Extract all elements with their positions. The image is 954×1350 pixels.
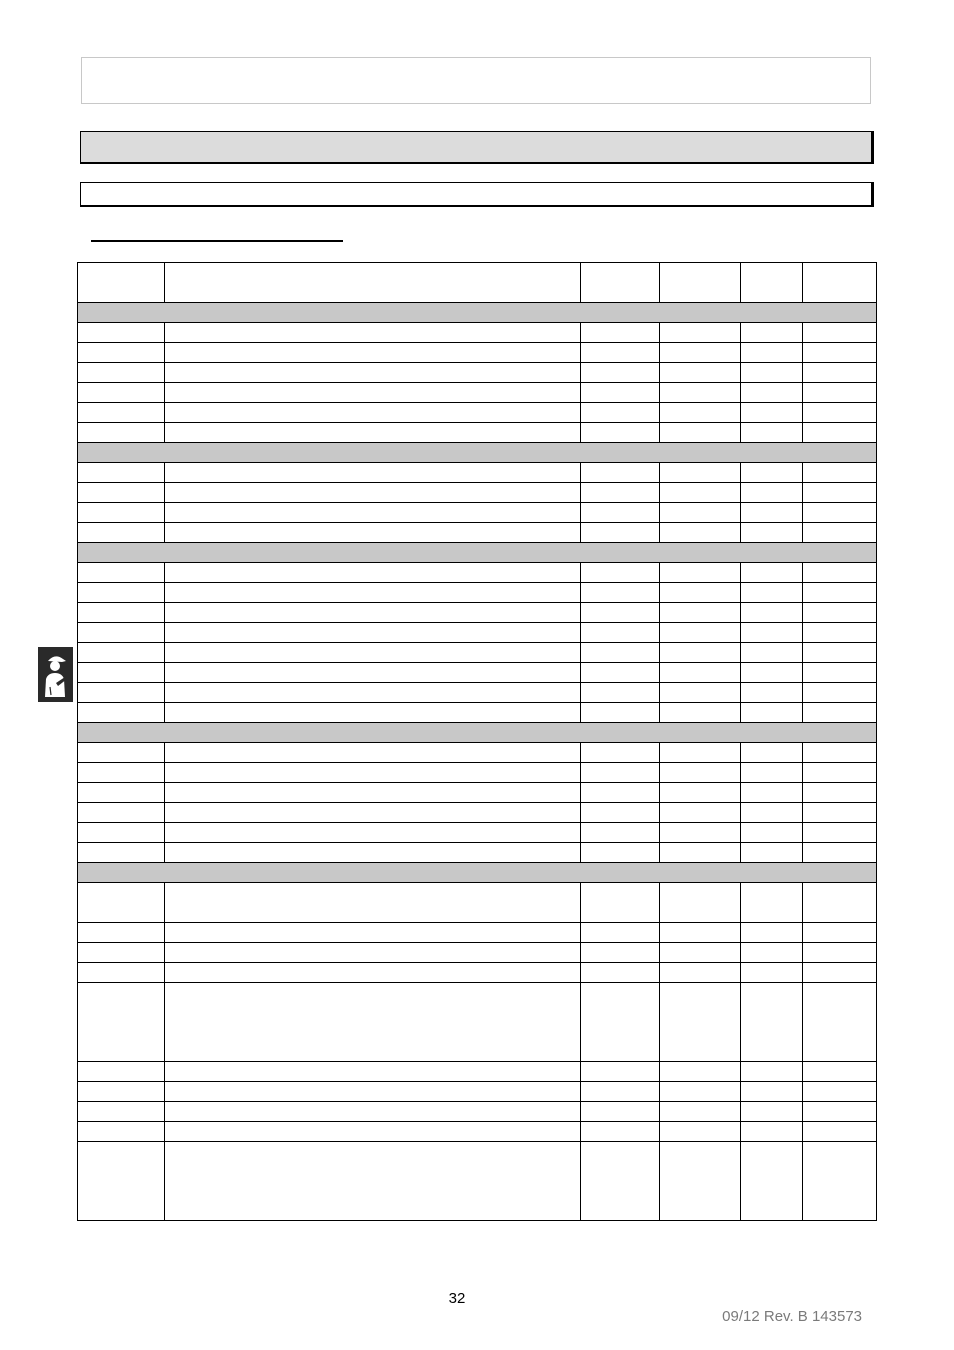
column-header (165, 263, 581, 303)
table-cell (803, 623, 877, 643)
table-row (78, 523, 877, 543)
table-cell (581, 343, 660, 363)
table-cell (803, 583, 877, 603)
table-cell (78, 583, 165, 603)
table-cell (581, 703, 660, 723)
table-cell (581, 1062, 660, 1082)
table-cell (581, 823, 660, 843)
table-row (78, 1102, 877, 1122)
table-cell (78, 883, 165, 923)
table-group-header (78, 863, 877, 883)
table-cell (78, 963, 165, 983)
table-cell (803, 943, 877, 963)
table-cell (581, 1122, 660, 1142)
table-cell (803, 503, 877, 523)
table-cell (165, 623, 581, 643)
table-cell (165, 523, 581, 543)
table-row (78, 363, 877, 383)
table-cell (581, 643, 660, 663)
table-row (78, 663, 877, 683)
table-cell (581, 1142, 660, 1221)
table-cell (581, 463, 660, 483)
table-cell (660, 383, 741, 403)
table-cell (741, 743, 803, 763)
parameter-table (77, 262, 877, 1221)
table-cell (165, 823, 581, 843)
table-row (78, 583, 877, 603)
table-cell (78, 683, 165, 703)
table-cell (660, 923, 741, 943)
document-reference: 09/12 Rev. B 143573 (722, 1308, 862, 1325)
table-group-header (78, 303, 877, 323)
table-cell (78, 703, 165, 723)
table-row (78, 563, 877, 583)
table-cell (660, 763, 741, 783)
table-cell (803, 783, 877, 803)
table-row (78, 923, 877, 943)
table-cell (78, 783, 165, 803)
table-row (78, 1122, 877, 1142)
table-cell (581, 983, 660, 1062)
table-cell (803, 743, 877, 763)
table-cell (165, 783, 581, 803)
table-cell (581, 363, 660, 383)
column-header (581, 263, 660, 303)
table-cell (803, 403, 877, 423)
table-cell (741, 603, 803, 623)
table-cell (660, 703, 741, 723)
table-cell (741, 963, 803, 983)
table-cell (78, 843, 165, 863)
table-cell (660, 423, 741, 443)
table-cell (581, 503, 660, 523)
table-cell (803, 343, 877, 363)
table-cell (660, 983, 741, 1062)
table-cell (78, 1082, 165, 1102)
table-row (78, 703, 877, 723)
table-cell (803, 523, 877, 543)
table-cell (660, 803, 741, 823)
table-cell (165, 1122, 581, 1142)
table-cell (741, 983, 803, 1062)
table-cell (660, 643, 741, 663)
table-cell (803, 823, 877, 843)
table-cell (581, 683, 660, 703)
table-cell (660, 1082, 741, 1102)
table-cell (581, 843, 660, 863)
table-cell (803, 423, 877, 443)
table-cell (741, 403, 803, 423)
table-cell (660, 1102, 741, 1122)
table-cell (803, 703, 877, 723)
table-cell (165, 843, 581, 863)
table-cell (803, 323, 877, 343)
table-row (78, 783, 877, 803)
table-row (78, 343, 877, 363)
table-cell (78, 343, 165, 363)
table-cell (78, 383, 165, 403)
table-cell (660, 463, 741, 483)
table-body (78, 303, 877, 1221)
table-cell (803, 463, 877, 483)
table-cell (803, 923, 877, 943)
table-cell (741, 623, 803, 643)
table-header-row (78, 263, 877, 303)
table-cell (581, 803, 660, 823)
table-cell (741, 323, 803, 343)
table-cell (741, 423, 803, 443)
table-cell (660, 363, 741, 383)
group-header-cell (78, 863, 877, 883)
table-cell (741, 783, 803, 803)
table-cell (803, 963, 877, 983)
table-cell (78, 763, 165, 783)
table-cell (78, 423, 165, 443)
table-cell (660, 1062, 741, 1082)
table-cell (165, 603, 581, 623)
table-cell (741, 343, 803, 363)
table-cell (165, 1082, 581, 1102)
table-row (78, 803, 877, 823)
table-cell (165, 483, 581, 503)
table-cell (741, 923, 803, 943)
table-cell (78, 623, 165, 643)
table-cell (581, 663, 660, 683)
table-cell (78, 503, 165, 523)
column-header (78, 263, 165, 303)
table-row (78, 603, 877, 623)
table-cell (660, 483, 741, 503)
table-cell (741, 823, 803, 843)
table-cell (78, 923, 165, 943)
table-cell (660, 323, 741, 343)
table-cell (581, 423, 660, 443)
table-cell (803, 763, 877, 783)
table-cell (581, 603, 660, 623)
table-cell (803, 883, 877, 923)
table-cell (660, 843, 741, 863)
table-cell (78, 823, 165, 843)
page-number: 32 (448, 1290, 466, 1307)
group-header-cell (78, 443, 877, 463)
table-group-header (78, 443, 877, 463)
table-cell (803, 383, 877, 403)
table-cell (741, 1082, 803, 1102)
table-cell (581, 383, 660, 403)
table-row (78, 883, 877, 923)
column-header (741, 263, 803, 303)
table-cell (660, 823, 741, 843)
table-cell (741, 563, 803, 583)
table-cell (165, 463, 581, 483)
table-cell (165, 323, 581, 343)
group-header-cell (78, 303, 877, 323)
table-cell (741, 1062, 803, 1082)
table-cell (165, 403, 581, 423)
table-cell (741, 583, 803, 603)
table-cell (660, 963, 741, 983)
table-cell (165, 943, 581, 963)
table-row (78, 463, 877, 483)
table-row (78, 1082, 877, 1102)
table-cell (165, 643, 581, 663)
table-cell (165, 503, 581, 523)
table-cell (78, 983, 165, 1062)
table-caption-underline (91, 240, 343, 242)
table-cell (660, 523, 741, 543)
table-cell (165, 423, 581, 443)
table-cell (741, 843, 803, 863)
table-cell (581, 583, 660, 603)
table-cell (165, 663, 581, 683)
table-cell (581, 783, 660, 803)
table-cell (741, 663, 803, 683)
table-row (78, 743, 877, 763)
table-cell (78, 643, 165, 663)
table-row (78, 623, 877, 643)
table-cell (78, 563, 165, 583)
table-cell (803, 1062, 877, 1082)
table-cell (581, 523, 660, 543)
table-cell (803, 483, 877, 503)
table-cell (803, 803, 877, 823)
table-row (78, 983, 877, 1062)
table-cell (660, 683, 741, 703)
table-cell (803, 363, 877, 383)
table-cell (165, 343, 581, 363)
table-cell (581, 483, 660, 503)
table-cell (660, 563, 741, 583)
table-cell (78, 403, 165, 423)
table-cell (165, 1142, 581, 1221)
table-cell (78, 463, 165, 483)
table-cell (803, 1142, 877, 1221)
table-cell (581, 923, 660, 943)
table-cell (165, 923, 581, 943)
table-cell (165, 743, 581, 763)
table-cell (78, 1062, 165, 1082)
table-cell (741, 503, 803, 523)
table-cell (803, 843, 877, 863)
table-cell (78, 323, 165, 343)
table-cell (165, 583, 581, 603)
table-cell (78, 663, 165, 683)
table-cell (581, 883, 660, 923)
table-cell (165, 703, 581, 723)
table-row (78, 683, 877, 703)
table-cell (741, 703, 803, 723)
table-row (78, 763, 877, 783)
column-header (803, 263, 877, 303)
table-cell (660, 663, 741, 683)
header-box (81, 57, 871, 104)
table-cell (581, 323, 660, 343)
table-cell (78, 743, 165, 763)
table-cell (660, 743, 741, 763)
table-cell (78, 1122, 165, 1142)
table-cell (660, 503, 741, 523)
table-row (78, 503, 877, 523)
table-cell (803, 983, 877, 1062)
table-cell (741, 1102, 803, 1122)
table-cell (78, 1142, 165, 1221)
table-cell (660, 623, 741, 643)
table-cell (78, 603, 165, 623)
group-header-cell (78, 723, 877, 743)
table-cell (165, 563, 581, 583)
table-row (78, 843, 877, 863)
table-group-header (78, 723, 877, 743)
table-cell (660, 603, 741, 623)
table-row (78, 1062, 877, 1082)
table-cell (581, 963, 660, 983)
table-cell (165, 1102, 581, 1122)
table-cell (581, 943, 660, 963)
table-cell (741, 683, 803, 703)
table-cell (165, 683, 581, 703)
table-cell (741, 363, 803, 383)
table-cell (660, 1122, 741, 1142)
table-cell (803, 1122, 877, 1142)
table-cell (803, 603, 877, 623)
table-row (78, 1142, 877, 1221)
table-cell (741, 883, 803, 923)
table-cell (581, 563, 660, 583)
table-row (78, 643, 877, 663)
table-cell (803, 663, 877, 683)
table-row (78, 943, 877, 963)
table-row (78, 823, 877, 843)
table-cell (78, 523, 165, 543)
table-cell (78, 1102, 165, 1122)
table-cell (741, 643, 803, 663)
table-cell (803, 683, 877, 703)
group-header-cell (78, 543, 877, 563)
table-cell (165, 963, 581, 983)
table-group-header (78, 543, 877, 563)
table-row (78, 483, 877, 503)
table-row (78, 383, 877, 403)
table-cell (165, 383, 581, 403)
table-cell (741, 383, 803, 403)
section-title-bar (80, 131, 874, 164)
table-cell (660, 343, 741, 363)
table-cell (660, 783, 741, 803)
table-cell (165, 803, 581, 823)
table-cell (78, 943, 165, 963)
table-cell (741, 463, 803, 483)
table-row (78, 963, 877, 983)
table-row (78, 403, 877, 423)
table-cell (660, 403, 741, 423)
table-cell (78, 483, 165, 503)
table-cell (660, 883, 741, 923)
table-cell (581, 623, 660, 643)
table-cell (165, 883, 581, 923)
column-header (660, 263, 741, 303)
table-cell (660, 583, 741, 603)
table-cell (165, 363, 581, 383)
table-row (78, 323, 877, 343)
table-cell (165, 1062, 581, 1082)
table-cell (803, 1102, 877, 1122)
table-cell (581, 1102, 660, 1122)
table-cell (741, 763, 803, 783)
table-cell (660, 1142, 741, 1221)
subsection-title-bar (80, 182, 874, 207)
table-cell (660, 943, 741, 963)
table-cell (165, 983, 581, 1062)
table-cell (803, 643, 877, 663)
table-cell (581, 1082, 660, 1102)
table-cell (803, 563, 877, 583)
table-cell (803, 1082, 877, 1102)
table-cell (581, 743, 660, 763)
table-cell (741, 523, 803, 543)
table-cell (581, 763, 660, 783)
technician-icon (38, 647, 73, 702)
table-cell (78, 803, 165, 823)
table-cell (741, 943, 803, 963)
table-cell (741, 483, 803, 503)
table-cell (78, 363, 165, 383)
table-row (78, 423, 877, 443)
table-cell (741, 1142, 803, 1221)
table-cell (165, 763, 581, 783)
table-cell (741, 1122, 803, 1142)
table-cell (581, 403, 660, 423)
table-cell (741, 803, 803, 823)
